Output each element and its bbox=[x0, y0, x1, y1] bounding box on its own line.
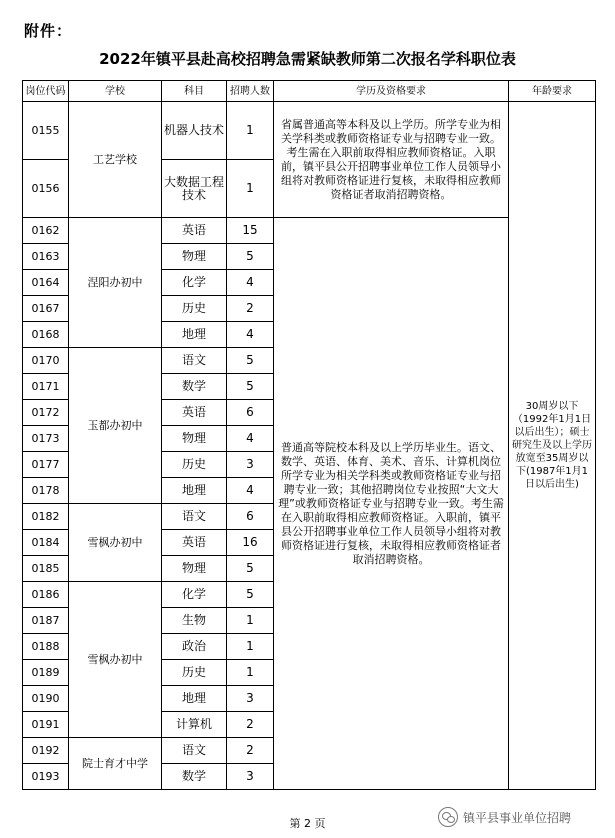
position-code: 0187 bbox=[23, 608, 69, 634]
subject: 历史 bbox=[162, 296, 227, 322]
requirements-text: 普通高等院校本科及以上学历毕业生。语文、数学、英语、体育、美术、音乐、计算机岗位所学专业为相关学科类或教师资格证专业与招聘专业一致；其他招聘岗位专业按照“大文大理”或教师资格证专业与招聘专业一致。考生需在入职前取得相应教师资格证。入职前，镇平县公开招聘事业单位工作人员领导小组将对教师资格证进行复核，未取得相应教师资格证者取消招聘资格。 bbox=[274, 218, 509, 790]
position-code: 0184 bbox=[23, 530, 69, 556]
subject: 语文 bbox=[162, 504, 227, 530]
page-title: 2022年镇平县赴高校招聘急需紧缺教师第二次报名学科职位表 bbox=[99, 50, 516, 68]
position-code: 0172 bbox=[23, 400, 69, 426]
recruit-count: 2 bbox=[227, 296, 274, 322]
recruit-count: 1 bbox=[227, 660, 274, 686]
position-code: 0156 bbox=[23, 160, 69, 218]
recruit-count: 4 bbox=[227, 322, 274, 348]
subject: 大数据工程技术 bbox=[162, 160, 227, 218]
position-code: 0190 bbox=[23, 686, 69, 712]
position-code: 0155 bbox=[23, 102, 69, 160]
position-code: 0186 bbox=[23, 582, 69, 608]
subject: 地理 bbox=[162, 478, 227, 504]
subject: 历史 bbox=[162, 660, 227, 686]
subject: 英语 bbox=[162, 400, 227, 426]
recruit-count: 4 bbox=[227, 478, 274, 504]
header-subject: 科目 bbox=[162, 81, 227, 102]
recruit-count: 6 bbox=[227, 504, 274, 530]
school-name: 院士育才中学 bbox=[69, 738, 162, 790]
attachment-label: 附件： bbox=[24, 22, 73, 40]
recruit-count: 5 bbox=[227, 244, 274, 270]
subject: 物理 bbox=[162, 426, 227, 452]
position-code: 0192 bbox=[23, 738, 69, 764]
position-code: 0164 bbox=[23, 270, 69, 296]
subject: 化学 bbox=[162, 270, 227, 296]
page-number: 第 2 页 bbox=[289, 817, 326, 830]
position-code: 0163 bbox=[23, 244, 69, 270]
wechat-icon bbox=[438, 807, 458, 827]
recruit-count: 2 bbox=[227, 712, 274, 738]
subject: 化学 bbox=[162, 582, 227, 608]
position-code: 0177 bbox=[23, 452, 69, 478]
recruit-count: 2 bbox=[227, 738, 274, 764]
header-code: 岗位代码 bbox=[23, 81, 69, 102]
header-requirements: 学历及资格要求 bbox=[274, 81, 509, 102]
position-table bbox=[22, 80, 596, 790]
subject: 英语 bbox=[162, 218, 227, 244]
recruit-count: 3 bbox=[227, 764, 274, 790]
recruit-count: 5 bbox=[227, 348, 274, 374]
position-code: 0185 bbox=[23, 556, 69, 582]
subject: 机器人技术 bbox=[162, 102, 227, 160]
recruit-count: 1 bbox=[227, 102, 274, 160]
subject: 语文 bbox=[162, 348, 227, 374]
position-code: 0178 bbox=[23, 478, 69, 504]
subject: 历史 bbox=[162, 452, 227, 478]
position-code: 0168 bbox=[23, 322, 69, 348]
subject: 英语 bbox=[162, 530, 227, 556]
subject: 物理 bbox=[162, 556, 227, 582]
position-code: 0189 bbox=[23, 660, 69, 686]
watermark bbox=[438, 807, 571, 827]
subject: 数学 bbox=[162, 764, 227, 790]
school-name: 工艺学校 bbox=[69, 102, 162, 218]
position-code: 0173 bbox=[23, 426, 69, 452]
recruit-count: 3 bbox=[227, 686, 274, 712]
position-code: 0162 bbox=[23, 218, 69, 244]
age-requirement: 30周岁以下（1992年1月1日以后出生）；硕士研究生及以上学历放宽至35周岁以下(1987年1月1日以后出生) bbox=[509, 102, 596, 790]
subject: 地理 bbox=[162, 322, 227, 348]
recruit-count: 1 bbox=[227, 634, 274, 660]
recruit-count: 1 bbox=[227, 160, 274, 218]
recruit-count: 3 bbox=[227, 452, 274, 478]
table-header-row bbox=[23, 81, 596, 102]
subject: 语文 bbox=[162, 738, 227, 764]
subject: 政治 bbox=[162, 634, 227, 660]
subject: 数学 bbox=[162, 374, 227, 400]
recruit-count: 4 bbox=[227, 426, 274, 452]
position-code: 0170 bbox=[23, 348, 69, 374]
header-count: 招聘人数 bbox=[227, 81, 274, 102]
recruit-count: 4 bbox=[227, 270, 274, 296]
table-row bbox=[23, 102, 596, 160]
header-age: 年龄要求 bbox=[509, 81, 596, 102]
position-code: 0171 bbox=[23, 374, 69, 400]
watermark-text: 镇平县事业单位招聘 bbox=[463, 810, 572, 825]
position-code: 0191 bbox=[23, 712, 69, 738]
position-code: 0193 bbox=[23, 764, 69, 790]
recruit-count: 5 bbox=[227, 556, 274, 582]
recruit-count: 16 bbox=[227, 530, 274, 556]
recruit-count: 1 bbox=[227, 608, 274, 634]
position-code: 0188 bbox=[23, 634, 69, 660]
school-name: 玉都办初中 bbox=[69, 348, 162, 504]
school-name: 雪枫办初中 bbox=[69, 582, 162, 738]
subject: 计算机 bbox=[162, 712, 227, 738]
position-code: 0182 bbox=[23, 504, 69, 530]
recruit-count: 15 bbox=[227, 218, 274, 244]
school-name: 涅阳办初中 bbox=[69, 218, 162, 348]
school-name: 雪枫办初中 bbox=[69, 504, 162, 582]
subject: 物理 bbox=[162, 244, 227, 270]
subject: 生物 bbox=[162, 608, 227, 634]
subject: 地理 bbox=[162, 686, 227, 712]
position-code: 0167 bbox=[23, 296, 69, 322]
recruit-count: 5 bbox=[227, 374, 274, 400]
header-school: 学校 bbox=[69, 81, 162, 102]
recruit-count: 6 bbox=[227, 400, 274, 426]
requirements-text: 省属普通高等本科及以上学历。所学专业为相关学科类或教师资格证专业与招聘专业一致。考生需在入职前取得相应教师资格证。入职前，镇平县公开招聘事业单位工作人员领导小组将对教师资格证进行复核，未取得相应教师资格证者取消招聘资格。 bbox=[274, 102, 509, 218]
recruit-count: 5 bbox=[227, 582, 274, 608]
